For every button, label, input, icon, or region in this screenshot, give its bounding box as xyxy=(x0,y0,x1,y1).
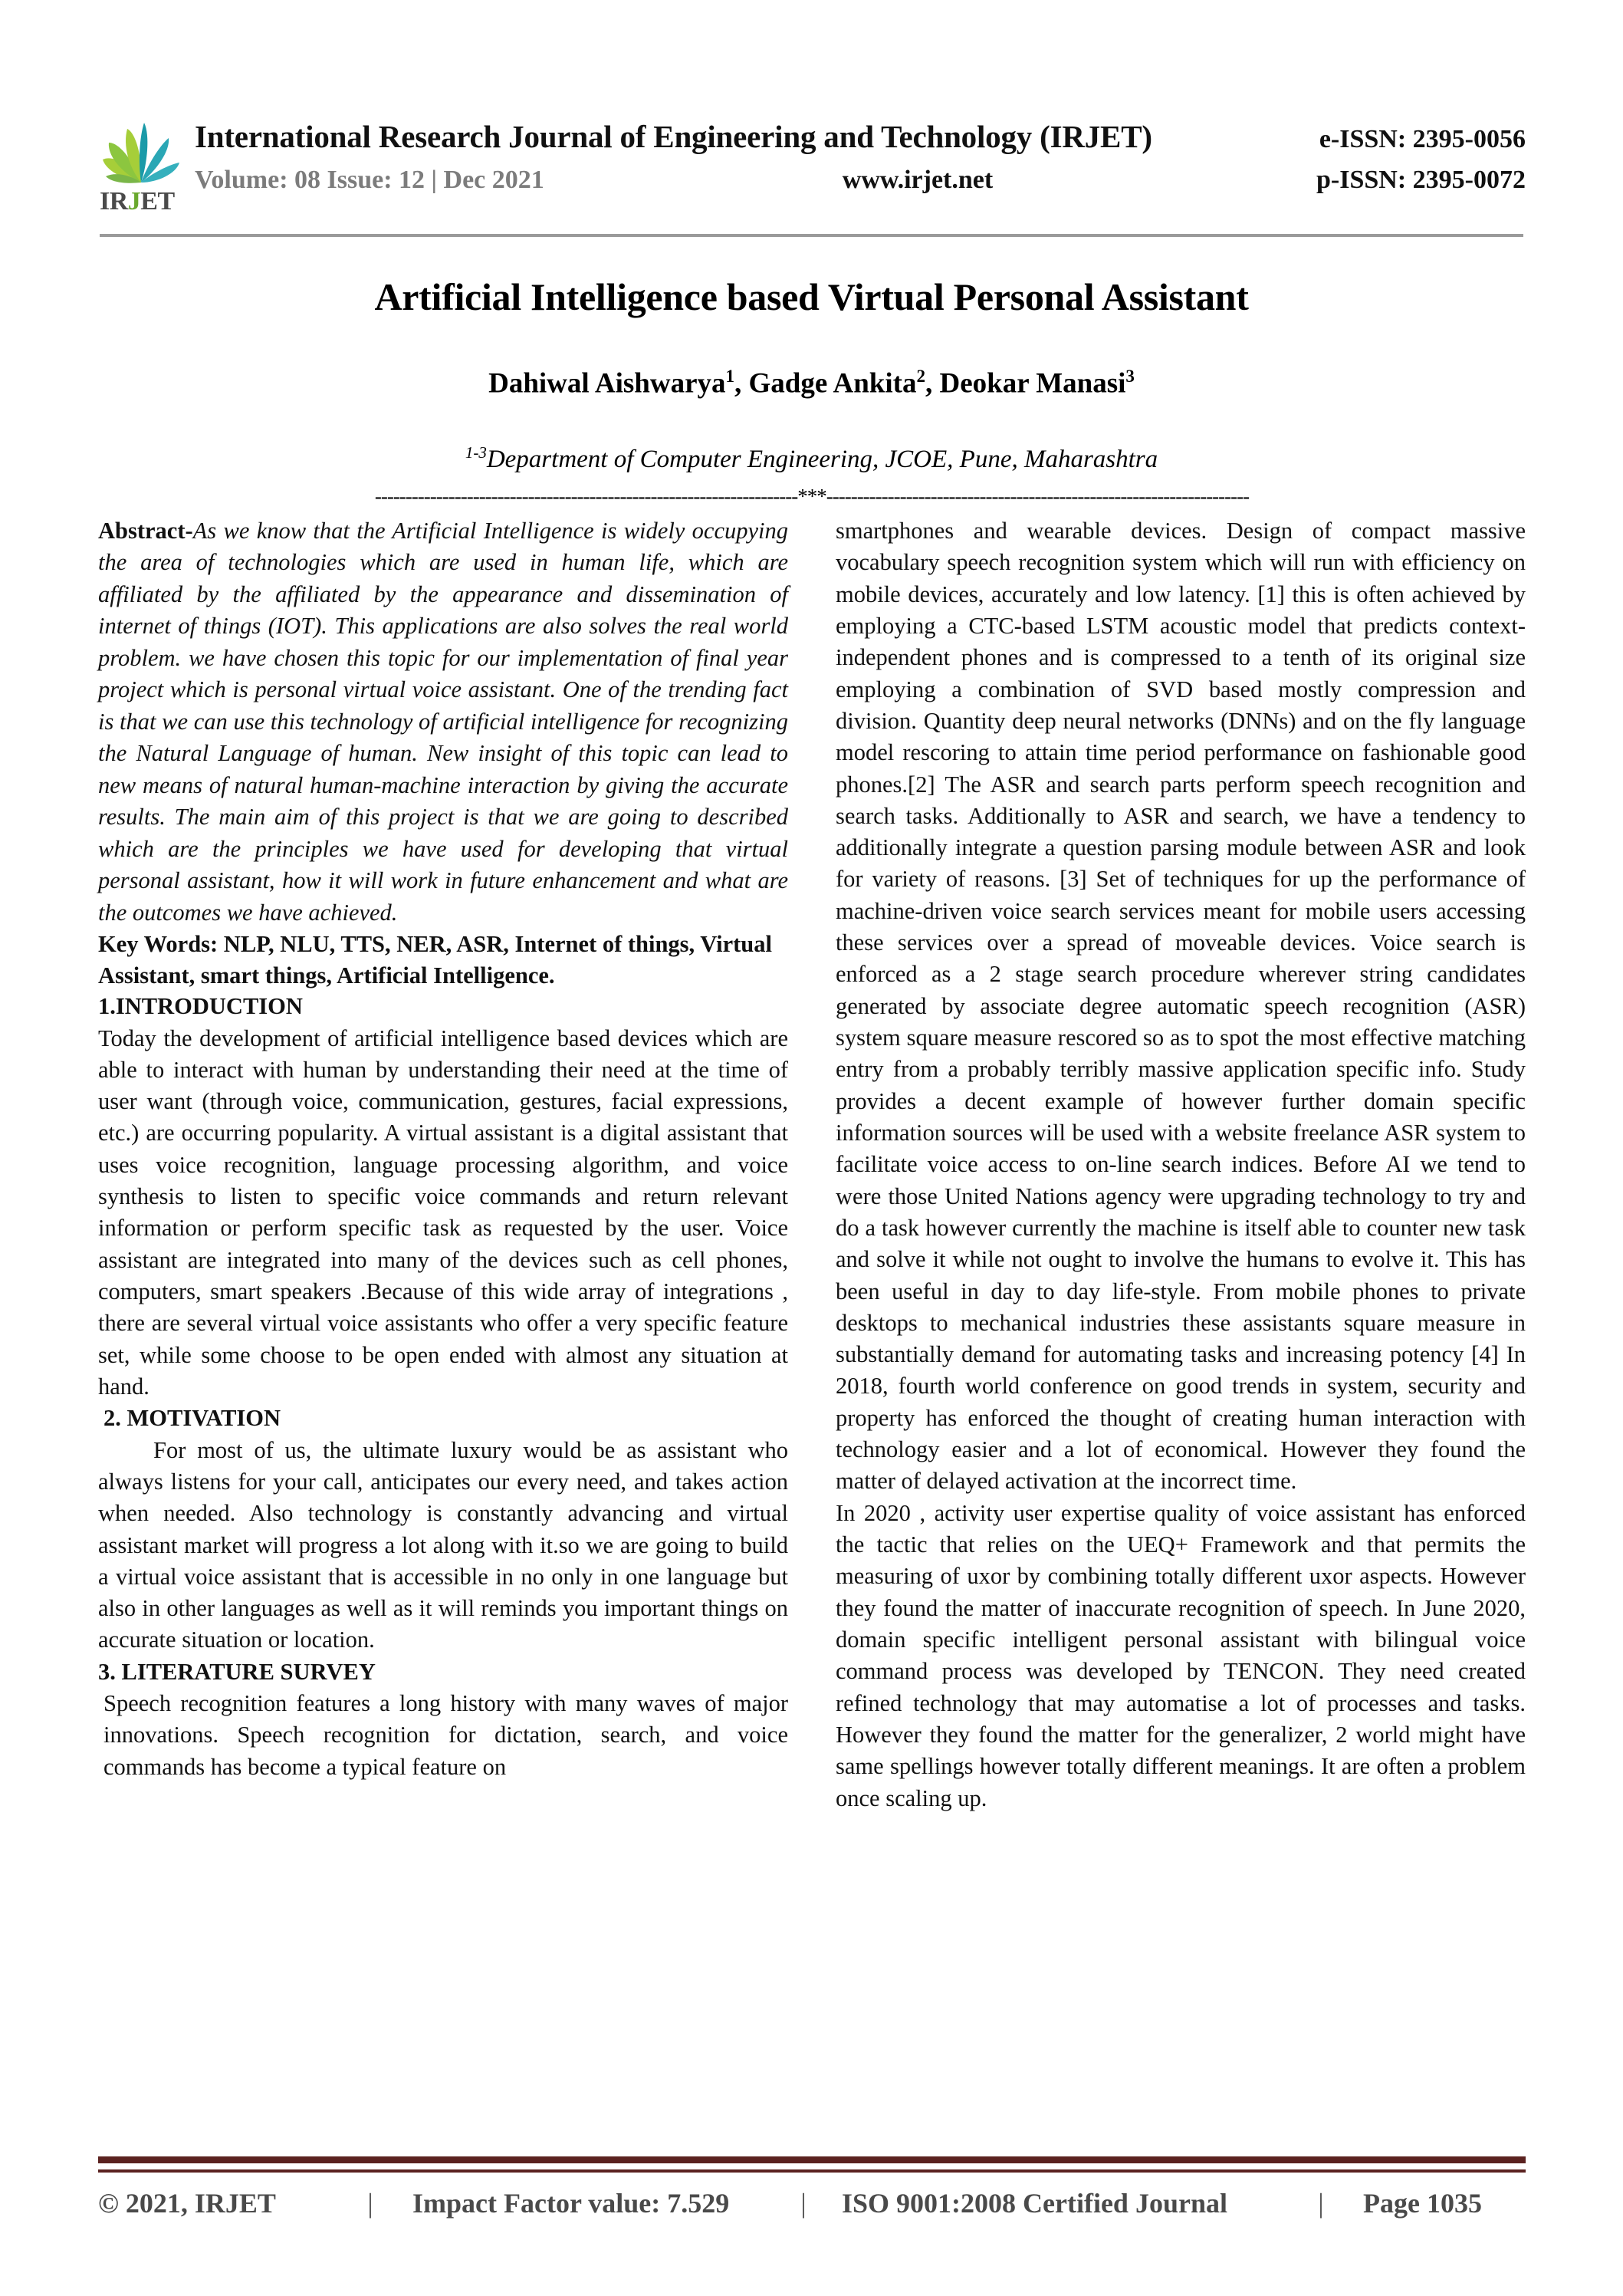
footer-page-number: Page 1035 xyxy=(1363,2188,1482,2219)
journal-website-link[interactable]: www.irjet.net xyxy=(842,166,994,194)
author-1-name: Dahiwal Aishwarya xyxy=(488,367,726,400)
p-issn: p-ISSN: 2395-0072 xyxy=(1316,166,1526,194)
right-column-paragraph-2: In 2020 , activity user expertise quality of voice assistant has enforced the tactic that relies on the UEQ+ Framework and that permits the measuring of uxor by combining totally different uxor aspects. However they found the matter of inaccurate recognition of speech. In June 2020, domain specific intelligent personal assistant with bilingual voice command process was developed by TENCON. They need created refined technology that may automatise a lot of processes and tasks. However they found the matter for the generalizer, 2 world might have same spellings however totally different meanings. It are often a problem once scaling up. xyxy=(836,1499,1526,1811)
section-heading-motivation: 2. MOTIVATION xyxy=(103,1405,281,1432)
author-affiliation xyxy=(100,443,1523,474)
leaf-fan-icon xyxy=(100,120,182,187)
section-separator: ---------------------------------------------------------------------***--------------------------------------------------------------------- xyxy=(374,485,1250,508)
footer-divider-bottom xyxy=(98,2169,1526,2173)
abstract-paragraph xyxy=(98,515,788,929)
volume-issue: Volume: 08 Issue: 12 | Dec 2021 xyxy=(195,166,544,194)
author-1-sup: 1 xyxy=(725,367,735,386)
footer-impact-factor: Impact Factor value: 7.529 xyxy=(412,2188,730,2219)
footer-separator-3: | xyxy=(1318,2188,1324,2219)
footer-copyright: © 2021, IRJET xyxy=(98,2188,276,2219)
header-row-volume xyxy=(195,166,1526,195)
author-2-name: Gadge Ankita xyxy=(748,367,917,400)
right-column xyxy=(836,515,1526,1814)
journal-header xyxy=(100,115,1526,215)
section-heading-literature-survey: 3. LITERATURE SURVEY xyxy=(98,1658,376,1685)
wordmark-ir: IR xyxy=(100,187,128,215)
wordmark-et: ET xyxy=(140,187,175,215)
author-2-sup: 2 xyxy=(916,367,925,386)
introduction-paragraph: Today the development of artificial intelligence based devices which are able to interact with human by understanding their need at the time of user want (through voice, communication, gestures, facial expressions, etc.) are occurring popularity. A virtual assistant is a digital assistant that uses voice recognition, language processing algorithm, and voice synthesis to listen to specific voice commands and return relevant information or perform specific task as requested by the user. Voice assistant are integrated into many of the devices such as cell phones, computers, smart speakers .Because of this wide array of integrations , there are several virtual voice assistants who offer a very specific feature set, while some choose to be open ended with almost any situation at hand. xyxy=(98,1025,788,1400)
section-heading-introduction: 1.INTRODUCTION xyxy=(98,993,303,1020)
page-title: Artificial Intelligence based Virtual Personal Assistant xyxy=(374,275,1249,318)
e-issn: e-ISSN: 2395-0056 xyxy=(1319,125,1526,153)
page-footer xyxy=(98,2187,1526,2219)
footer-separator-2: | xyxy=(800,2188,807,2219)
author-3-name: Deokar Manasi xyxy=(939,367,1126,400)
literature-survey-paragraph: Speech recognition features a long history with many waves of major innovations. Speech recognition for dictation, search, and voice commands has become a typical feature on xyxy=(103,1690,788,1780)
left-column xyxy=(98,515,788,1783)
abstract-text: As we know that the Artificial Intelligence is widely occupying the area of technologies which are used in human life, which are affiliated by the affiliated by the appearance and dissemination of internet of things (IOT). This applications are also solves the real world problem. we have chosen this topic for our implementation of final year project which is personal virtual voice assistant. One of the trending fact is that we can use this technology of artificial intelligence for recognizing the Natural Language of human. New insight of this topic can lead to new means of natural human-machine interaction by giving the accurate results. The main aim of this project is that we are going to described which are the principles we have used for developing that virtual personal assistant, how it will work in future enhancement and what are the outcomes we have achieved. xyxy=(98,518,788,926)
motivation-paragraph: For most of us, the ultimate luxury would be as assistant who always listens for your call, anticipates our every need, and takes action when needed. Also technology is constantly advancing and virtual assistant market will progress a lot along with it.so we are going to build a virtual voice assistant that is accessible in no only in one language but also in other languages as well as it will reminds you important things on accurate situation or location. xyxy=(98,1436,788,1653)
right-column-paragraph-1: smartphones and wearable devices. Design of compact massive vocabulary speech recognition system which will run with efficiency on mobile devices, accurately and low latency. [1] this is often achieved by employing a CTC-based LSTM acoustic model that predicts context-independent phones and is compressed to a tenth of its original size employing a combination of SVD based mostly compression and division. Quantity deep neural networks (DNNs) and on the fly language model rescoring to attain time period performance on fashionable good phones.[2] The ASR and search parts perform speech recognition and search tasks. Additionally to ASR and search, we have a tendency to additionally integrate a question parsing module between ASR and look for variety of reasons. [3] Set of techniques for up the performance of machine-driven voice search services meant for mobile users accessing these services over a spread of moveable devices. Voice search is enforced as a 2 stage search procedure wherever string candidates generated by associate degree automatic speech recognition (ASR) system square measure rescored so as to spot the most effective matching entry from a probably terribly massive application specific info. Study provides a decent example of however further domain specific information sources will be used with a website freelance ASR system to facilitate voice access to on-line search indices. Before AI we tend to were those United Nations agency were upgrading technology to try and do a task however currently the machine is itself able to counter new task and solve it while not ought to involve the humans to evolve it. This has been useful in day to day life-style. From mobile phones to private desktops to mechanical industries these assistants square measure in substantially demand for automating tasks and increasing potency [4] In 2018, fourth world conference on good trends in system, security and property has enforced the thought of creating human interaction with technology easier and a lot of economical. However they found the matter of delayed activation at the incorrect time. xyxy=(836,518,1526,1495)
header-text-block xyxy=(195,115,1526,195)
irjet-fan-icon xyxy=(100,120,182,187)
affiliation-text: Department of Computer Engineering, JCOE, Pune, Maharashtra xyxy=(486,446,1158,473)
irjet-wordmark xyxy=(100,189,182,215)
footer-divider-top xyxy=(98,2156,1526,2163)
wordmark-j: J xyxy=(127,187,141,215)
header-row-title xyxy=(195,118,1526,155)
irjet-logo xyxy=(100,120,182,215)
author-3-sup: 3 xyxy=(1125,367,1135,386)
journal-title: International Research Journal of Engineering and Technology (IRJET) xyxy=(195,119,1152,154)
abstract-label: Abstract- xyxy=(98,518,193,544)
author-list: Dahiwal Aishwarya$^1$, Gadge Ankita$^2$, Deokar Manasi$^3$ xyxy=(488,367,1135,400)
affiliation-sup: 1-3 xyxy=(465,443,487,462)
keywords-paragraph: Key Words: NLP, NLU, TTS, NER, ASR, Internet of things, Virtual Assistant, smart things, Artificial Intelligence. xyxy=(98,931,772,988)
footer-separator-1: | xyxy=(367,2188,373,2219)
header-divider xyxy=(100,234,1523,237)
footer-certification: ISO 9001:2008 Certified Journal xyxy=(842,2188,1227,2219)
